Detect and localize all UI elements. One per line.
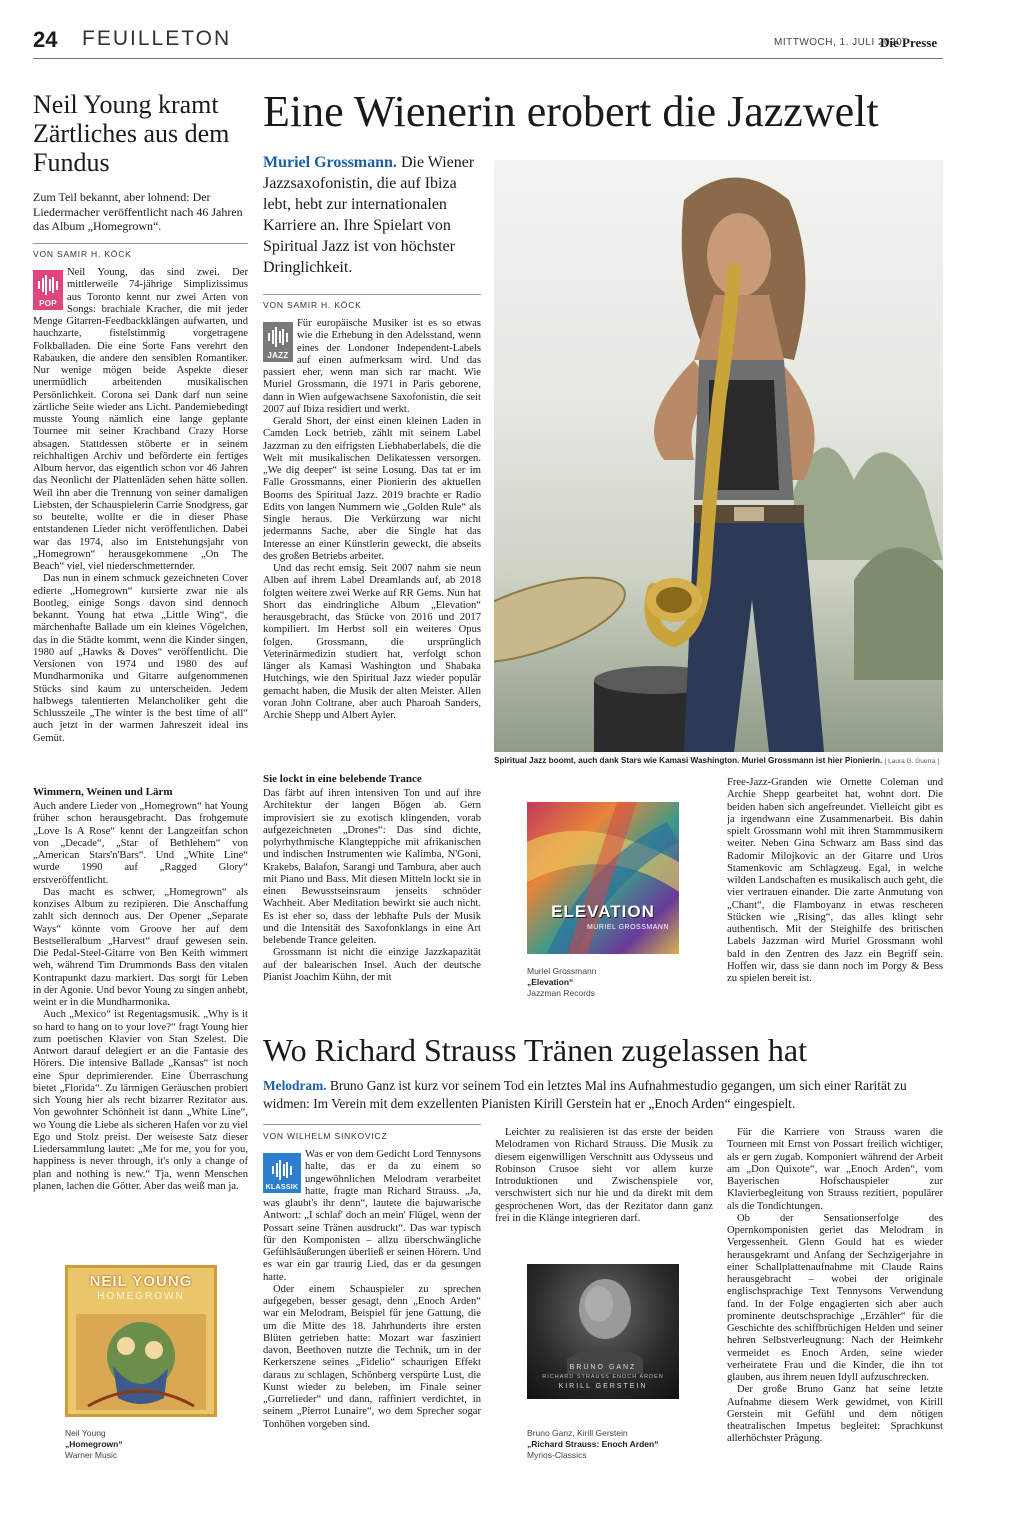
paragraph: Auch „Mexico“ ist Regentagsmusik. „Why is it so hard to hang on to your love?“ fragt Young hier zum poetischen Klavier von Stan Szelest. Die Antwort darauf delegiert er an die Fantasie des Hörers. Die intensive Ballade „Kansas“ ist noch eine Spur deprimierender. Eine Überraschung bietet „Florida“. Zu lärmigen Geräuschen probiert sich Young hier als recht bizarrer Rezitator aus. Von gewohnter Schönheit ist dann „White Line“, wo Young die Liebe als sicheren Hafen vor zu viel Ego und Stolz preist. Der weiseste Satz dieser Liedersammlung lautet: „Me for me, you for you, happiness is never through, it's only a change of plan and nothing is new.“ Tja, wenn Menschen planen, lachen die Götter. Aber das weiß man ja. — [33, 1009, 248, 1192]
neil-young-headline: Neil Young kramt Zärtliches aus dem Fundus — [33, 90, 230, 177]
newspaper-logo: Die Presse — [880, 35, 938, 50]
neil-young-subhead: Wimmern, Weinen und Lärm — [33, 786, 173, 798]
jazz-lead — [263, 152, 481, 278]
strauss-col-1 — [263, 1149, 481, 1469]
homegrown-caption — [65, 1428, 215, 1461]
enoch-arden-caption — [527, 1428, 687, 1461]
jazz-kicker: Muriel Grossmann. — [263, 154, 397, 171]
jazz-headline: Eine Wienerin erobert die Jazzwelt — [263, 87, 879, 136]
caption-artist: Neil Young — [65, 1428, 106, 1438]
jazz-body-2 — [263, 788, 481, 1000]
jazz-subhead: Sie lockt in eine belebende Trance — [263, 773, 422, 785]
paragraph: Das macht es schwer, „Homegrown“ als konzises Album zu rezipieren. Die Anschaffung zahlt sich dennoch aus. Der Opener „Separate Ways“ könnte vom Groove her auf dem Bestselleralbum „Harvest“ drauf gewesen sein. Die Pedal-Steel-Gitarre von Ben Keith wimmert weh, während Tim Drummonds Bass den vitalen Kontrapunkt dazu markiert. Das sorgt für Leben in der Agonie. Und bevor Young zu singen anhebt, weint er in die Mundharmonika. — [33, 886, 248, 1008]
paragraph: Das nun in einem schmuck gezeichneten Cover edierte „Homegrown“ kursierte zwar nie als Bootleg, einige Songs davon sind dennoch bekannt. Young hat etwa „Little Wing“, die märchenhafte Ballade um ein kleines Vögelchen, das in die Städte kommt, wenn die Kinder singen, 1980 auf „Hawks & Doves“ veröffentlicht. Die Versionen von 1974 und 1980 des auf Mundharmonika und Gitarre aufgenommenen Stücks sind kaum zu unterscheiden. Jedem halbwegs talentierten Melancholiker geht die Schlusszeile „The winter is the best time of all“ auch jetzt in der warmen Jahreszeit ideal ins Gemüt. — [33, 573, 248, 744]
neil-young-rule — [33, 243, 248, 244]
caption-album: „Richard Strauss: Enoch Arden“ — [527, 1439, 659, 1449]
caption-label: Myrios-Classics — [527, 1450, 587, 1460]
cover-illustration — [68, 1306, 214, 1416]
strauss-kicker: Melodram. — [263, 1078, 327, 1093]
caption-album: „Homegrown“ — [65, 1439, 123, 1449]
jazz-body-3 — [727, 777, 943, 1005]
strauss-headline: Wo Richard Strauss Tränen zugelassen hat — [263, 1032, 807, 1068]
paragraph: Das färbt auf ihren intensiven Ton und auf ihre Architektur der langen Bögen ab. Gern improvisiert sie zu exotisch klingenden, vorab aufgezeichneten „Drones“: Das sind dichte, polyrhythmische Klangteppiche mit afrikanischen und indischen Instrumenten wie Kalimba, N'Goni, Krakebs, Balafon, Sarangi und Tambura, aber auch mit Piano und Bass. Mit diesen Mitteln lockt sie in einen Bewusstseinsraum jenseits schnöder Wachheit. Aber Meditation bewirkt sie auch nicht. Es ist eher so, dass der lebhafte Puls der Musik und die Intensität des Saxofonklangs in eine Art belebende Trance geleiten. — [263, 788, 481, 946]
strauss-byline: VON WILHELM SINKOVICZ — [263, 1131, 388, 1141]
homegrown-album-cover — [65, 1265, 217, 1417]
cover-line-1: BRUNO GANZ — [569, 1364, 637, 1371]
badge-spacer — [263, 318, 297, 362]
badge-spacer — [33, 267, 67, 311]
paragraph: Gerald Short, der einst einen kleinen Laden in Camden Lock betrieb, zählt mit seinem Label Jazzman zu den eifrigsten Liebhaberlabels, die die Welt mit musikalischen Delikatessen versorgen. „We dig deeper“ ist seine Losung. Das tat er im Falle Grossmanns, einer Pionierin des aktuellen Booms des Spiritual Jazz. 2019 brachte er Radio Edits von langen Nummern wie „Golden Rule“ als Single heraus. Die Verkürzung war nicht jedermanns Sache, aber die Single hat das Interesse an einer Künstlerin geweckt, die abseits des großen Betriebs arbeitet. — [263, 416, 481, 562]
pop-badge-label: POP — [39, 299, 57, 308]
elevation-caption — [527, 966, 677, 999]
section-label: FEUILLETON — [82, 27, 232, 50]
strauss-col-3 — [727, 1127, 943, 1467]
photo-caption — [494, 756, 943, 765]
paragraph: Für die Karriere von Strauss waren die Tourneen mit Ernst von Possart freilich wichtiger, als er gern zugab. Komponiert während der Arbeit am „Don Quixote“, war „Enoch Arden“, vom Bayerischen Hofschauspieler zur Klavierbegleitung von Strauss rezitiert, populärer als die Tondichtungen. — [727, 1127, 943, 1212]
cover-title: HOMEGROWN — [97, 1291, 185, 1302]
paragraph: Auch andere Lieder von „Homegrown“ hat Young früher schon herausgebracht. Das frohgemute „Love Is A Rose“ kennt der Langzeitfan schon von „Decade“, „Star of Bethlehem“ von „American Stars'n'Bars“. Und „White Line“ wurde 1990 auf „Ragged Glory“ erstveröffentlicht. — [33, 801, 248, 886]
paragraph: Grossmann ist nicht die einzige Jazzkapazität auf der balearischen Insel. Auch der deutsche Pianist Joachim Kühn, der mit — [263, 947, 481, 983]
paragraph: Für europäische Musiker ist es so etwas wie die Erhebung in den Adelsstand, wenn eines der Londoner Independent-Labels auf einen aufmerksam wird. Und das passiert eher, wenn man sich rar macht. Wie Muriel Grossmann, die 1971 in Paris geborene, dann in Wien aufgewachsene Saxofonistin, die seit 2007 auf Ibiza residiert und werkt. — [263, 318, 481, 415]
cover-line-2: RICHARD STRAUSS ENOCH ARDEN — [542, 1374, 664, 1380]
cover-title: ELEVATION — [551, 902, 655, 921]
paragraph: Free-Jazz-Granden wie Ornette Coleman und Archie Shepp gearbeitet hat, wohnt dort. Die beiden haben sich angefreundet. Vielleicht gibt es ja irgendwann eine Zusammenarbeit. Bis dahin spielt Grossmann wohl mit ihren Stammmusikern weiter. Neben Gina Schwarz am Bass sind das Radomir Milojkovic an der Gitarre und Uros Stamenkovic am Schlagzeug. Egal, in welche wilden Landschaften es musikalisch auch geht, die vier vertrauen einander. Die zarte Anmutung von „Chant“, die Flamboyanz in etwas rescheren Stücken wie „Rising“, das alles klingt sehr authentisch. Mit der Steighilfe des britischen Labels Jazzman wird Muriel Grossmann wohl bald in den Zentren des Jazz ein Begriff sein. Hoffen wir, dass sie dann noch im Porgy & Bess zu spielen bereit ist. — [727, 777, 943, 984]
enoch-arden-album-cover — [527, 1264, 679, 1399]
strauss-lead-text: Bruno Ganz ist kurz vor seinem Tod ein letztes Mal ins Aufnahmestudio gegangen, um sich einer Rarität zu widmen: Im Verein mit dem exzellenten Pianisten Kirill Gerstein hat er „Enoch Arden“ eingespielt. — [263, 1078, 907, 1111]
paragraph: Ob der Sensationserfolge des Opernkomponisten geriet das Melodram in Vergessenheit. Glenn Gould hat es wieder herausgekramt und Anfang der Sechzigerjahre in einer Schallplattenaufnahme mit Claude Rains herausgebracht – wobei der originale englischsprachige Text Tennysons Verwendung fand. In der Folge engagierten sich aber auch prominente deutschsprachige „Erzähler“ für die Geschichte des schiffbrüchigen Helden und seiner hehren Selbstverleugnung: Nach der Heimkehr vermeidet es Enoch Arden, seine wieder verheiratete Frau und die Kinder, die ihn tot glauben, aus ihrem neuen Idyll aufzuschrecken. — [727, 1212, 943, 1383]
cover-illustration — [527, 802, 679, 954]
neil-young-byline: VON SAMIR H. KÖCK — [33, 249, 132, 259]
cover-line-3: KIRILL GERSTEIN — [558, 1383, 648, 1390]
jazz-body-1 — [263, 318, 481, 766]
jazz-lead-text: Die Wiener Jazzsaxofonistin, die auf Ibiza lebt, hebt zur internationalen Karriere an. Ihre Spielart von Spiritual Jazz ist von höchster Dringlichkeit. — [263, 154, 475, 276]
photo-credit: [ Laura G. Guerra ] — [884, 758, 940, 765]
neil-young-body-2 — [33, 801, 248, 1241]
cover-artist: NEIL YOUNG — [89, 1273, 193, 1290]
muriel-grossmann-photo — [494, 160, 943, 752]
paragraph: Der große Bruno Ganz hat seine letzte Aufnahme diesem Werk gewidmet, von Kirill Gerstein mit Gefühl und dem nötigen theatralischen Impetus begleitet: Sprachkunst allerhöchster Prägung. — [727, 1384, 943, 1445]
paragraph: Oder einem Schauspieler zu sprechen aufgegeben, besser gesagt, denn „Enoch Arden“ war ein Melodram, Beispiel für jene Gattung, die um die Mitte des 18. Jahrhunderts ihre ersten Blüten getrieben hatte: Mozart war fasziniert davon, Beethoven nutzte die Technik, um in der Kerkerszene seines „Fidelio“ schaurigen Effekt daraus zu schlagen, Schönberg verspürte Lust, die Kunst wieder zu beleben, im Finale seiner „Gurrelieder“ und dann, raffiniert verdichtet, in seinem „Pierrot Lunaire“, wo dem Sprecher sogar Tonhöhen vorgeben sind. — [263, 1283, 481, 1430]
page-number: 24 — [33, 27, 58, 52]
neil-young-body-1 — [33, 267, 248, 779]
klassik-badge-label: KLASSIK — [265, 1184, 299, 1191]
jazz-byline: VON SAMIR H. KÖCK — [263, 300, 362, 310]
photo-caption-text: Spiritual Jazz boomt, auch dank Stars wie Kamasi Washington. Muriel Grossmann ist hier Pionierin. — [494, 756, 883, 765]
elevation-album-cover — [527, 802, 679, 954]
caption-album: „Elevation“ — [527, 977, 574, 987]
strauss-rule — [263, 1124, 481, 1125]
paragraph: Und das recht emsig. Seit 2007 nahm sie neun Alben auf ihrem Label Dreamlands auf, ab 2018 folgten weitere zwei Werke auf RR Gems. Nun hat Short das eindringliche Album „Elevation“ herausgebracht, das Stücke von 2016 und 2017 kompiliert. Im Herbst soll ein weiteres Opus folgen. Grossmann, die ursprünglich Veterinärmedizin studiert hat, verfolgt schon länger als Kamasi Washington und Shabaka Hutchings, wie den Spiritual Jazz wieder populär gemacht haben, die Musik der alten Meister. Allen voran John Coltrane, aber auch Pharoah Sanders, Archie Shepp und Albert Ayler. — [263, 563, 481, 721]
neil-young-teaser: Zum Teil bekannt, aber lohnend: Der Liedermacher veröffentlicht nach 46 Jahren das Album „Homegrown“. — [33, 190, 243, 233]
jazz-rule — [263, 294, 481, 295]
issue-date: MITTWOCH, 1. JULI 2020 — [774, 37, 903, 48]
strauss-col-2 — [495, 1127, 713, 1247]
caption-label: Jazzman Records — [527, 988, 596, 998]
caption-artist: Muriel Grossmann — [527, 966, 597, 976]
cover-artist: MURIEL GROSSMANN — [586, 924, 669, 931]
jazz-badge-label: JAZZ — [267, 351, 289, 360]
caption-artist: Bruno Ganz, Kirill Gerstein — [527, 1428, 628, 1438]
caption-label: Warner Music — [65, 1450, 118, 1460]
photo-illustration — [494, 160, 943, 752]
paragraph: Leichter zu realisieren ist das erste der beiden Melodramen von Richard Strauss. Die Musik zu diesem eigenwilligen Verschnitt aus Odysseus und Robinson Crusoe sieht vor allem kurze Introduktionen und Zwischenspiele vor, verschwistert sich nur hie und da direkt mit dem gesprochenen Wort, das der Rezitator dann ganz frei in die Klänge integrieren darf. — [495, 1127, 713, 1224]
strauss-lead — [263, 1077, 943, 1113]
badge-spacer — [263, 1149, 305, 1193]
header-divider — [33, 58, 943, 59]
paragraph: Neil Young, das sind zwei. Der mittlerweile 74-jährige Simplizissimus aus Toronto kennt nur zwei Arten von Songs: brachiale Kracher, die mit jeder Menge Gitarren-Feedbackklängen aufwarten, und hauchzarte, fistelstimmig vorgetragene Folkballaden. Die eine Sorte Fans verehrt den Rabauken, die andere den sensiblen Romantiker. Nur wenige mögen beide Aspekte dieser unermüdlich arbeitenden musikalischen Persönlichkeit. Corona sei Dank darf nun seine zärtliche Seite wieder ans Licht. Pandemiebedingt musste Young nämlich eine lange geplante Tournee mit seiner Krachband Crazy Horse absagen. Stattdessen stöberte er in seinem reichhaltigen Archiv und beförderte ein fertiges Album hervor, das eigentlich schon vor 46 Jahren das Neonlicht der Plattenläden sehen hätte sollen. Weil ihn aber die Trennung von seiner damaligen Liebsten, der Schauspielerin Carrie Snodgress, gar so beutelte, wollte er die in dieser Phase entstandenen Lieder nicht veröffentlichen. Dabei war das 1974, also im Entstehungsjahr von „Homegrown“ herausgekommene „On The Beach“ viel, viel niederschmetternder. — [33, 267, 248, 572]
paragraph: Was er von dem Gedicht Lord Tennysons halte, das er da zu einem so ungewöhnlichen Melodram verarbeitet hatte, fragte man Richard Strauss. „Ja, was glaubt's ihr denn“, lautete die bajuwarische Antwort: „I schlaf' doch an mein' Flügel, wenn der Possart seine Tränen ausdruckt“. Das war typisch für den Komponisten – allzu überschwängliche Gefühlsäußerungen überließ er seinen Hörern. Und es war ein gar traurig Lied, das er da gesungen hatte. — [263, 1149, 481, 1283]
